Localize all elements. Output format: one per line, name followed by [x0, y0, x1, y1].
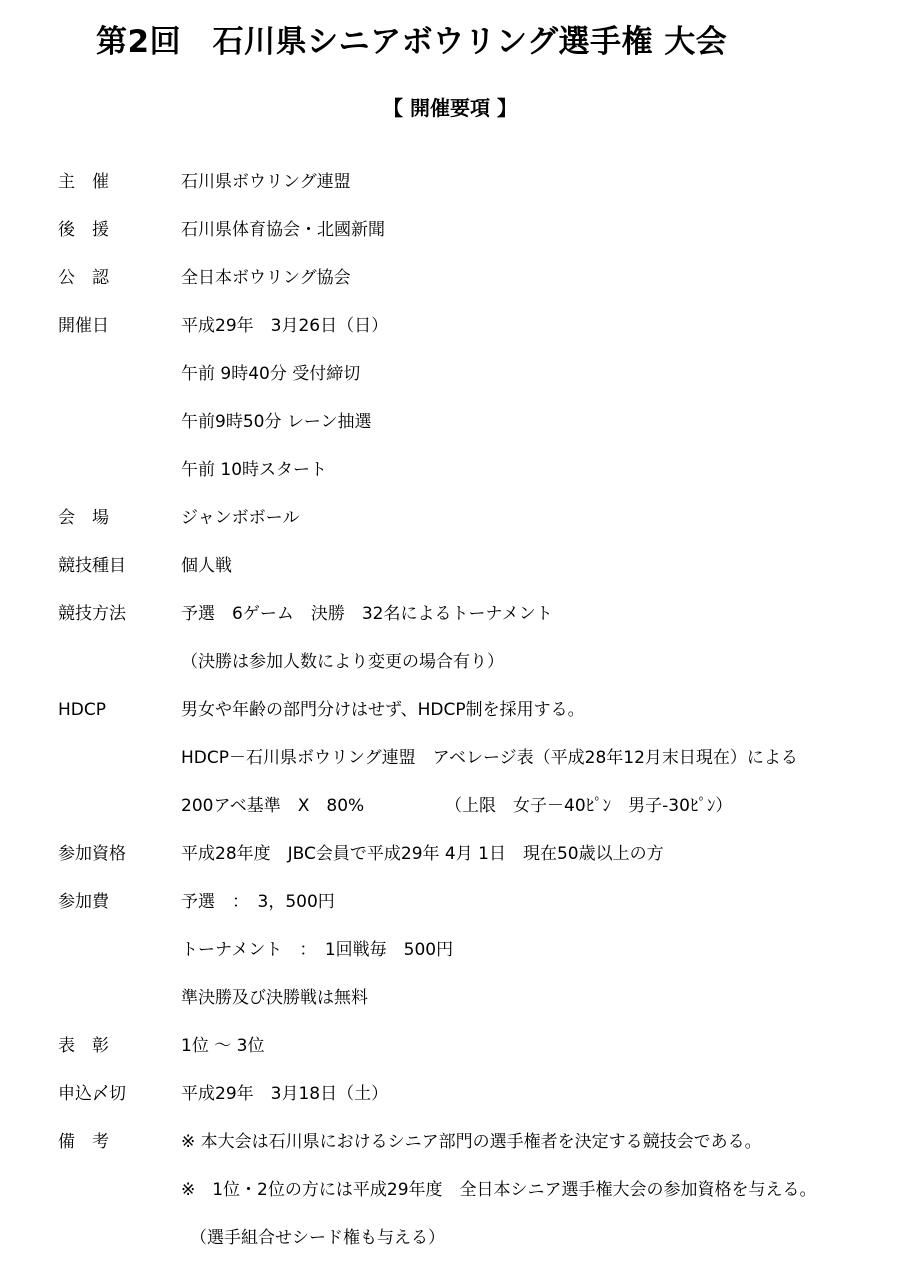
row-value: ※ 本大会は石川県におけるシニア部門の選手権者を決定する競技会である。 — [181, 1132, 762, 1152]
outline-row — [0, 1030, 900, 1078]
row-value: トーナメント ： 1回戦毎 500円 — [181, 940, 454, 960]
outline-row — [0, 262, 900, 310]
outline-row — [0, 406, 900, 454]
row-label: 備 考 — [58, 1132, 109, 1152]
outline-row — [0, 310, 900, 358]
outline-row — [0, 934, 900, 982]
row-value: ジャンボボール — [181, 508, 300, 528]
row-value: 午前9時50分 レーン抽選 — [181, 412, 372, 432]
outline-row — [0, 502, 900, 550]
row-value: 男女や年齢の部門分けはせず、HDCP制を採用する。 — [181, 700, 585, 720]
row-value: 午前 10時スタート — [181, 460, 328, 480]
row-value: 全日本ボウリング協会 — [181, 268, 351, 288]
row-value: （選手組合せシード権も与える） — [190, 1228, 445, 1248]
row-value: 予選 ： 3，500円 — [181, 892, 335, 912]
row-label: 競技方法 — [58, 604, 126, 624]
row-label: 主 催 — [58, 172, 109, 192]
row-value: ※ 1位・2位の方には平成29年度 全日本シニア選手権大会の参加資格を与える。 — [181, 1180, 817, 1200]
row-label: 公 認 — [58, 268, 109, 288]
outline-row — [0, 214, 900, 262]
row-label: 参加費 — [58, 892, 109, 912]
outline-row — [0, 166, 900, 214]
outline-row — [0, 886, 900, 934]
outline-row — [0, 358, 900, 406]
outline-row — [0, 1078, 900, 1126]
row-label: 会 場 — [58, 508, 109, 528]
document-title: 第2回 石川県シニアボウリング選手権 大会 — [96, 24, 728, 60]
outline-row — [0, 646, 900, 694]
outline-row — [0, 838, 900, 886]
outline-row — [0, 790, 900, 838]
row-value: 個人戦 — [181, 556, 232, 576]
row-label: 参加資格 — [58, 844, 126, 864]
row-value: 午前 9時40分 受付締切 — [181, 364, 361, 384]
row-value: 準決勝及び決勝戦は無料 — [181, 988, 368, 1008]
row-value: HDCP－石川県ボウリング連盟 アベレージ表（平成28年12月末日現在）による — [181, 748, 798, 768]
outline-row — [0, 982, 900, 1030]
outline-row — [0, 1222, 900, 1270]
outline-row — [0, 454, 900, 502]
outline-row — [0, 550, 900, 598]
row-value: 1位 ～ 3位 — [181, 1036, 265, 1056]
outline-list — [0, 166, 900, 1270]
row-value: 石川県ボウリング連盟 — [181, 172, 351, 192]
row-value: 石川県体育協会・北國新聞 — [181, 220, 385, 240]
outline-row — [0, 1174, 900, 1222]
row-value: 200アベ基準 X 80% — [181, 796, 365, 816]
row-value: 予選 6ゲーム 決勝 32名によるトーナメント — [181, 604, 553, 624]
document-subtitle: 【 開催要項 】 — [383, 96, 517, 120]
row-value: 平成29年 3月26日（日） — [181, 316, 389, 336]
row-label: 競技種目 — [58, 556, 126, 576]
row-label: HDCP — [58, 700, 106, 720]
row-label: 表 彰 — [58, 1036, 109, 1056]
row-value-extra: （上限 女子－40ﾋﾟﾝ 男子-30ﾋﾟﾝ） — [445, 796, 733, 816]
row-label: 開催日 — [58, 316, 109, 336]
row-value: 平成28年度 JBC会員で平成29年 4月 1日 現在50歳以上の方 — [181, 844, 664, 864]
row-value: （決勝は参加人数により変更の場合有り） — [181, 652, 504, 672]
row-label: 申込〆切 — [58, 1084, 126, 1104]
outline-row — [0, 598, 900, 646]
outline-row — [0, 694, 900, 742]
row-label: 後 援 — [58, 220, 109, 240]
outline-row — [0, 742, 900, 790]
outline-row — [0, 1126, 900, 1174]
row-value: 平成29年 3月18日（土） — [181, 1084, 389, 1104]
